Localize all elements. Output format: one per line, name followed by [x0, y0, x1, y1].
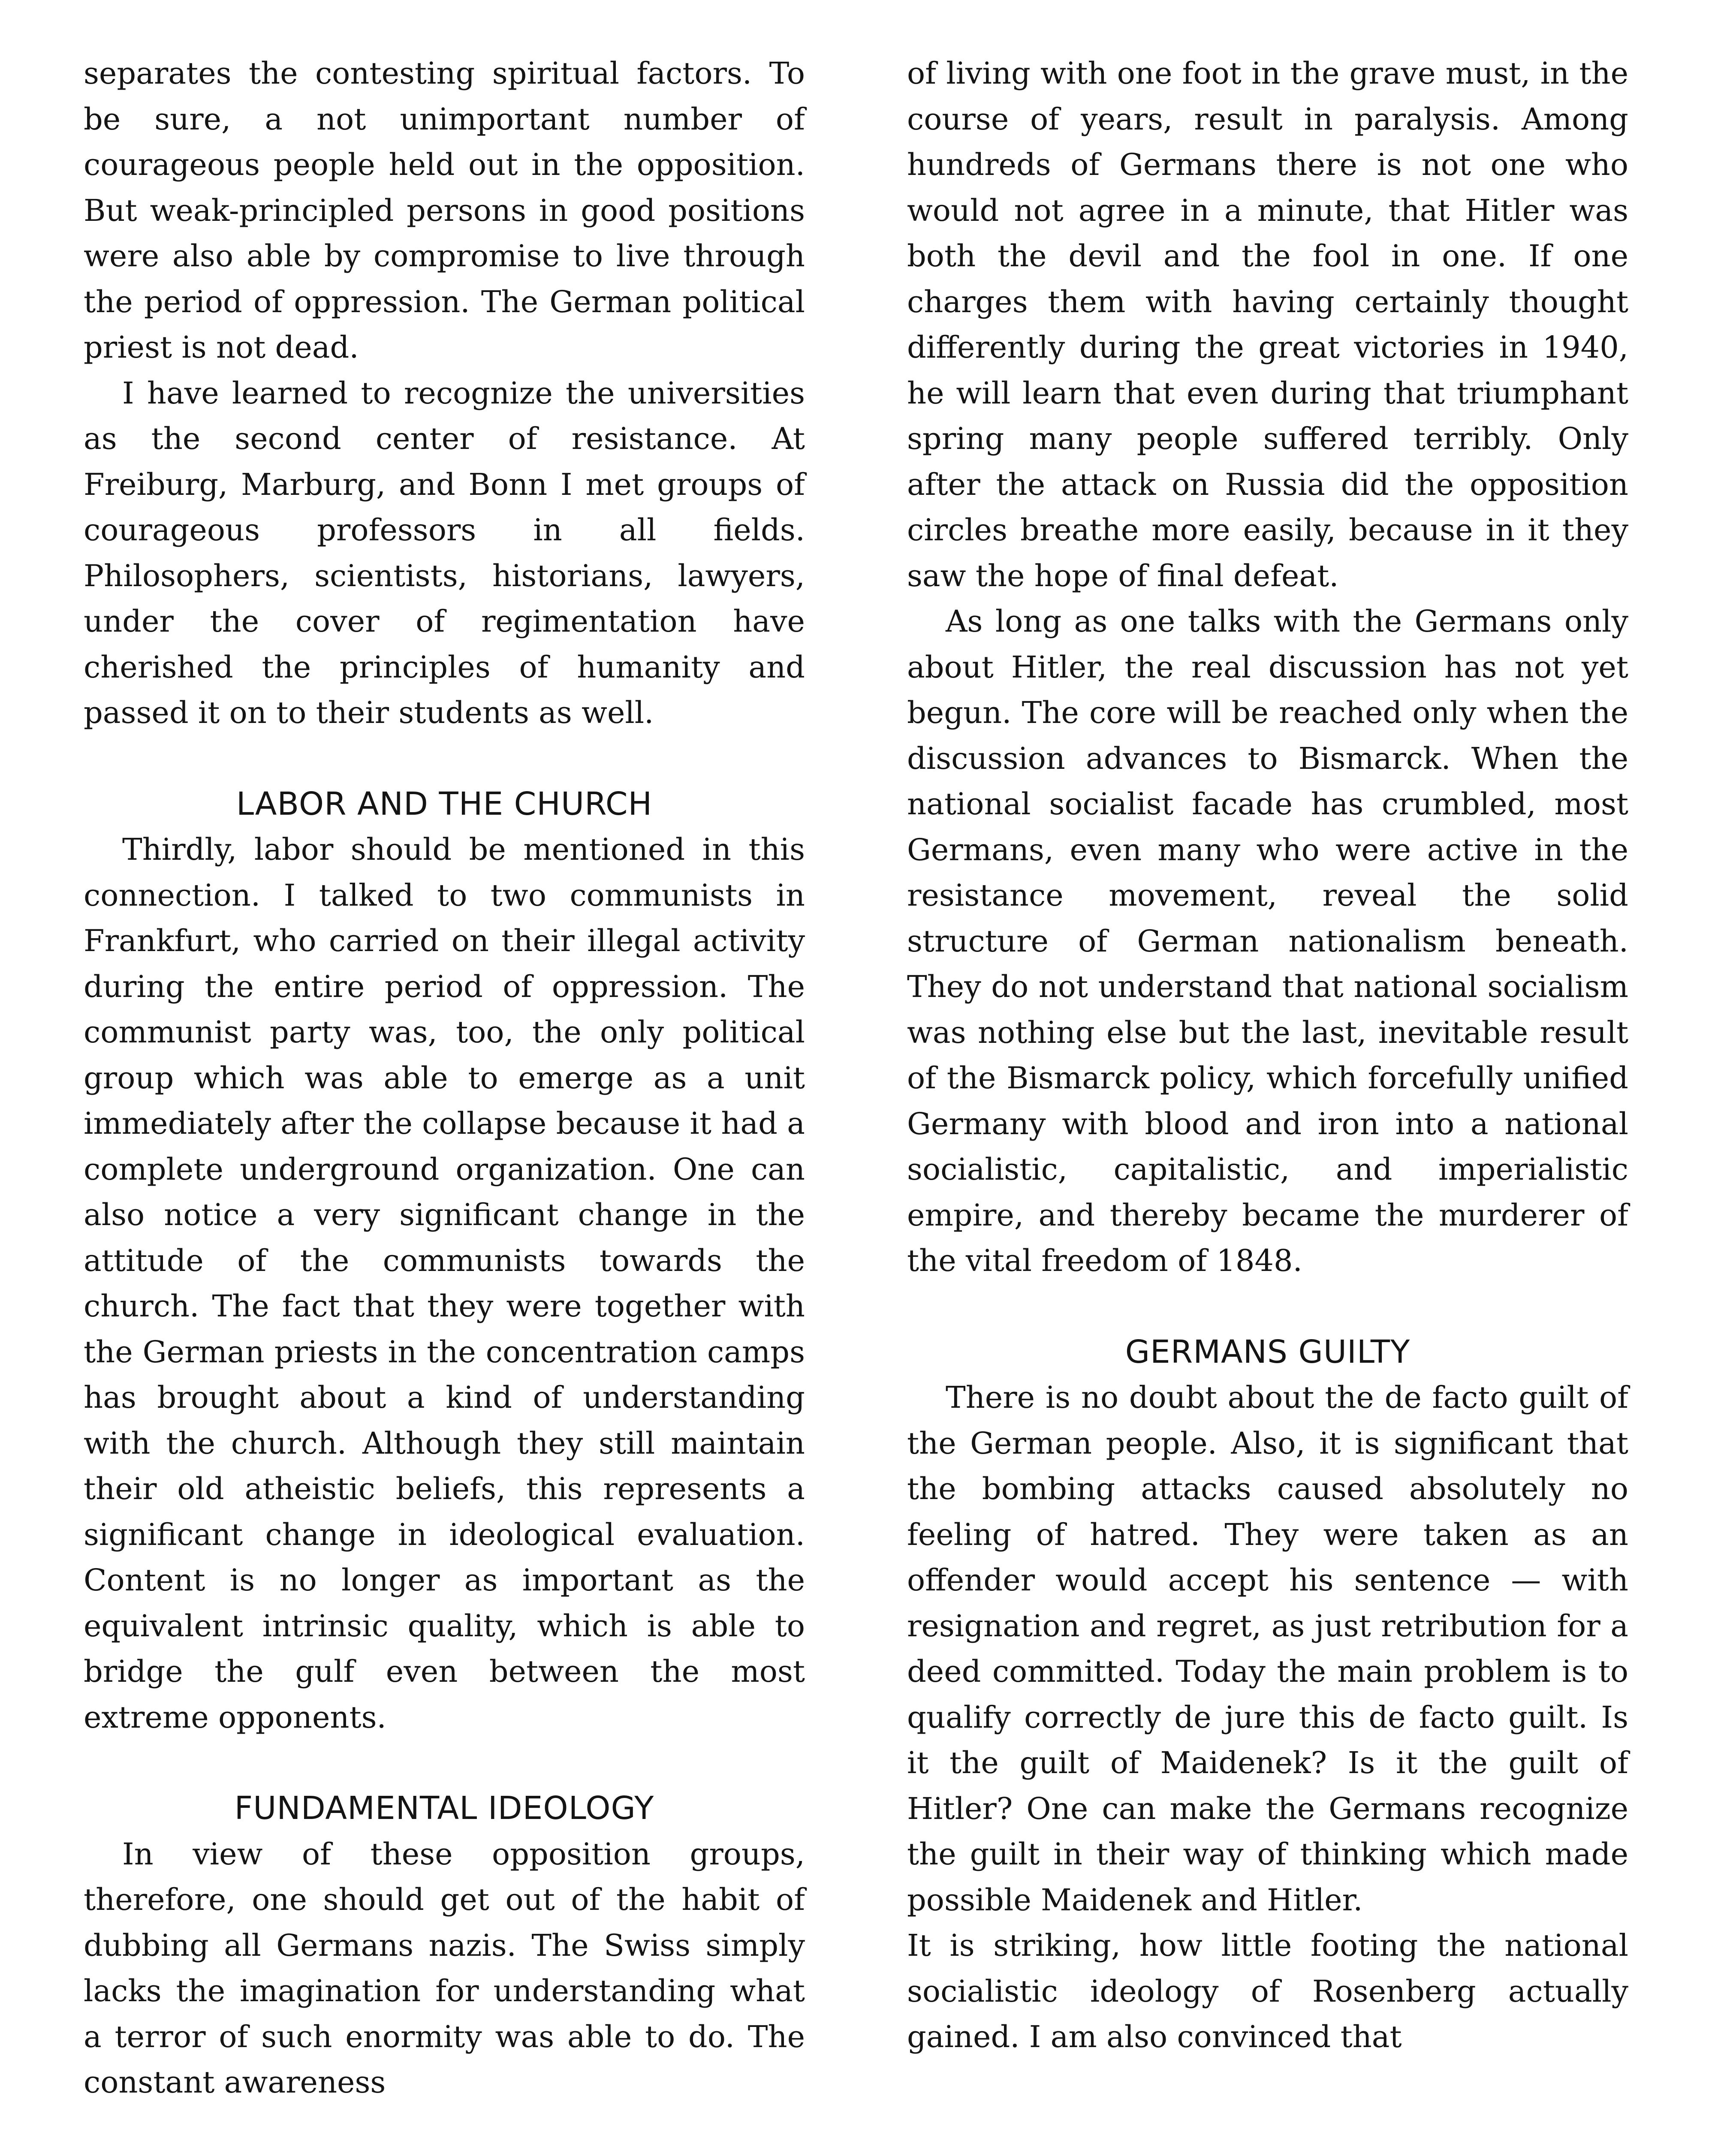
heading-fundamental-ideology: FUNDAMENTAL IDEOLOGY — [234, 1790, 654, 1827]
heading-germans-guilty: GERMANS GUILTY — [1125, 1333, 1410, 1370]
paragraph-labor: Thirdly, labor should be mentioned in this connection. I talked to two communists in Frankfurt, who carried on their illegal activity during the entire period of oppression. The communist party was, too, the only political group which was able to emerge as a unit immediately after the collapse because it had a complete underground organization. One can also notice a very significant change in the attitude of the communists towards the church. The fact that they were together with the German priests in the concentration camps has brought about a kind of understanding with the church. Although they still maintain their old atheistic beliefs, this represents a significant change in ideological evaluation. Content is no longer as important as the equivalent intrinsic quality, which is able to bridge the gulf even between the most extreme opponents. — [84, 832, 805, 1735]
paragraph-spiritual-factors: separates the contesting spiritual factors. To be sure, a not unimportant number of courageous people held out in the opposition. But weak-principled persons in good positions were also able by compromise to live through the period of oppression. The German political priest is not dead. — [84, 56, 805, 365]
paragraph-opposition-groups: In view of these opposition groups, therefore, one should get out of the habit of dubbing all Germans nazis. The Swiss simply lacks the imagination for understanding what a terror of such enormity was able to do. The constant awareness — [84, 1836, 805, 2100]
heading-labor-and-church: LABOR AND THE CHURCH — [236, 785, 653, 822]
paragraph-bismarck: As long as one talks with the Germans only about Hitler, the real discussion has not yet begun. The core will be reached only when the discussion advances to Bismarck. When the national socialist facade has crumbled, most Germans, even many who were active in the resistance movement, reveal the solid structure of German nationalism beneath. They do not understand that national socialism was nothing else but the last, inevitable result of the Bismarck policy, which forcefully unified Germany with blood and iron into a national socialistic, capitalistic, and imperialistic empire, and thereby became the murderer of the vital freedom of 1848. — [907, 604, 1628, 1278]
paragraph-universities: I have learned to recognize the universities as the second center of resistance. At Freiburg, Marburg, and Bonn I met groups of courageous professors in all fields. Philosophers, scientists, historians, lawyers, under the cover of regimentation have cherished the principles of humanity and passed it on to their students as well. — [84, 375, 805, 730]
paragraph-rosenberg: It is striking, how little footing the national socialistic ideology of Rosenberg actually gained. I am also convinced that — [907, 1928, 1628, 2054]
right-column — [907, 51, 1628, 2060]
paragraph-guilt: There is no doubt about the de facto guilt of the German people. Also, it is significant that the bombing attacks caused absolutely no feeling of hatred. They were taken as an offender would accept his sentence — with resignation and regret, as just retribution for a deed committed. Today the main problem is to qualify correctly de jure this de facto guilt. Is it the guilt of Maidenek? Is it the guilt of Hitler? One can make the Germans recognize the guilt in their way of thinking which made possible Maidenek and Hitler. — [907, 1380, 1628, 1918]
left-column — [84, 51, 805, 2105]
paragraph-paralysis: of living with one foot in the grave must, in the course of years, result in paralysis. Among hundreds of Germans there is not one who would not agree in a minute, that Hitler was both the devil and the fool in one. If one charges them with having certainly thought differently during the great victories in 1940, he will learn that even during that triumphant spring many people suffered terribly. Only after the attack on Russia did the opposition circles breathe more easily, because in it they saw the hope of final defeat. — [907, 56, 1628, 593]
